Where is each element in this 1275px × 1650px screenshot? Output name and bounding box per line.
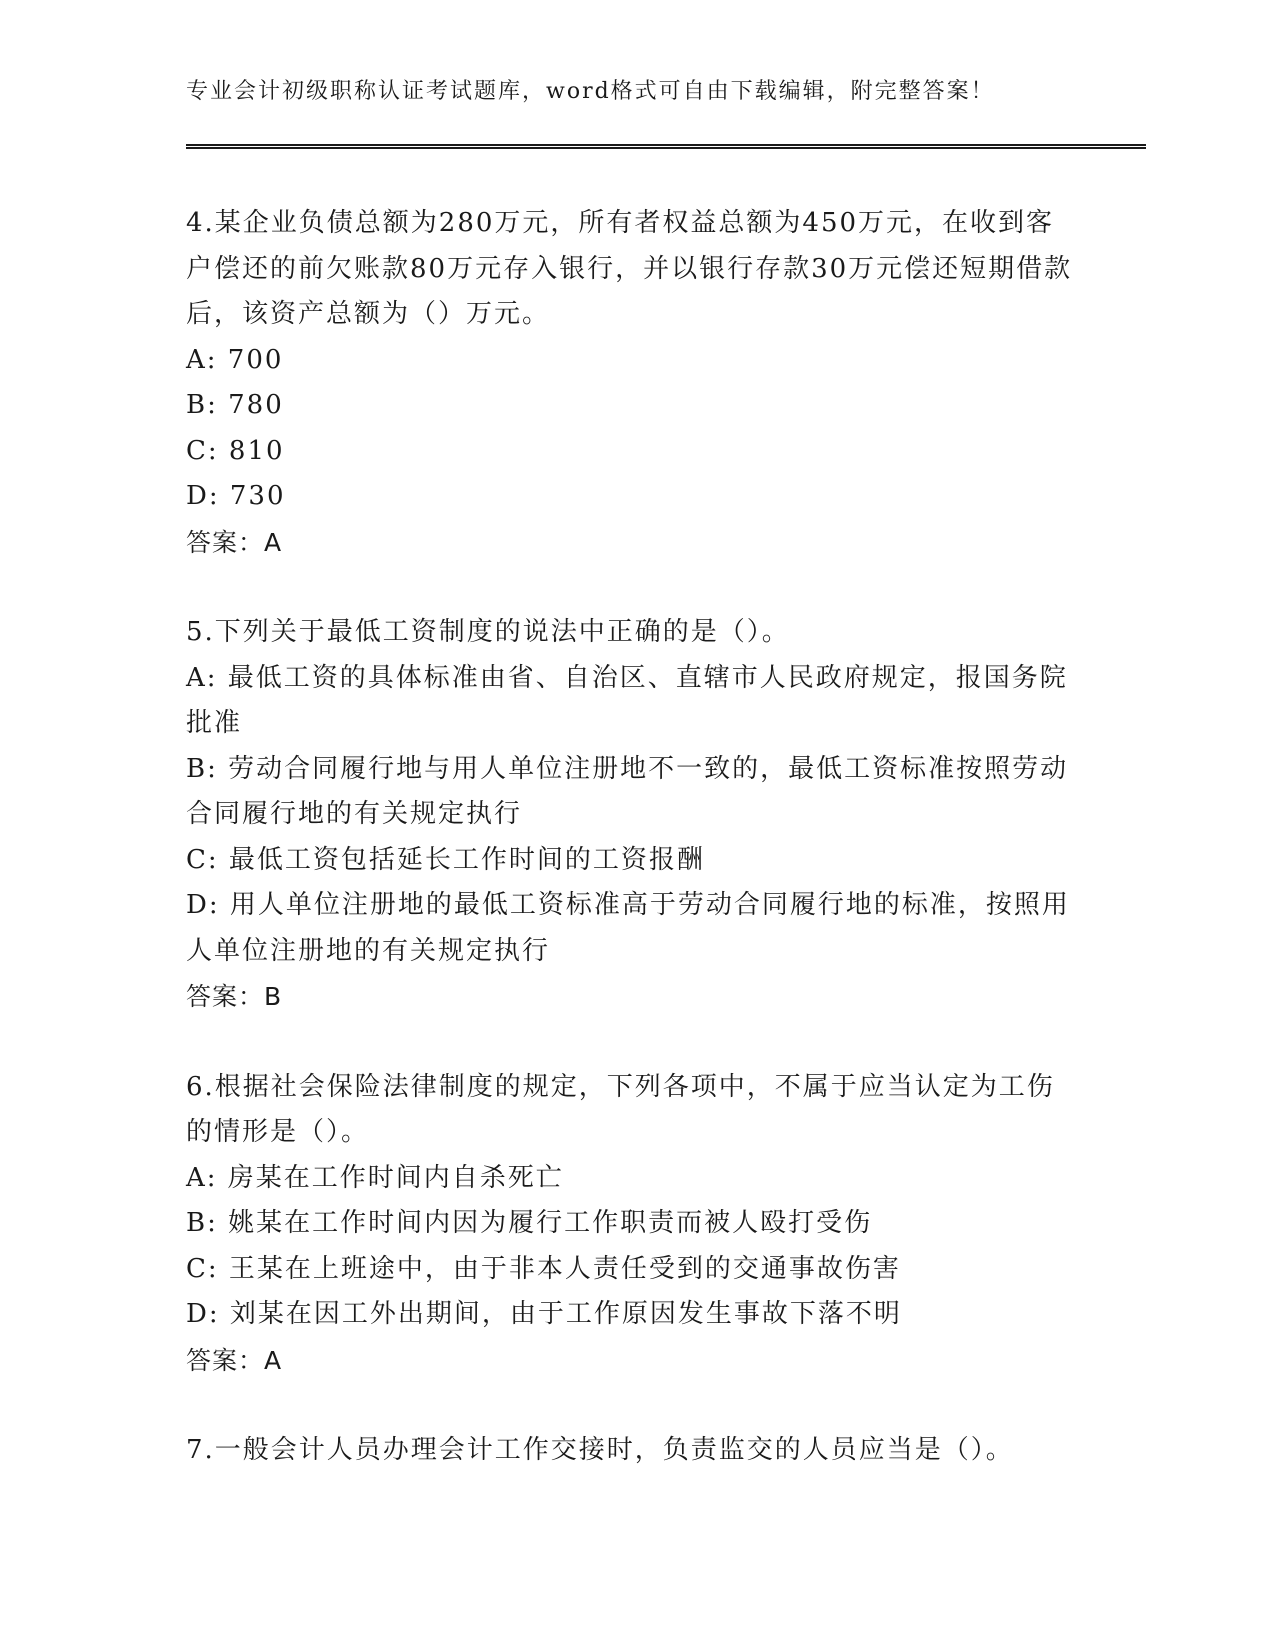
question-stem: 7.一般会计人员办理会计工作交接时，负责监交的人员应当是（）。 (186, 1435, 1014, 1465)
answer: 答案：B (186, 982, 283, 1011)
answer: 答案：A (186, 1345, 283, 1375)
header-divider (186, 144, 1146, 149)
question-7 (186, 1428, 1076, 1474)
page-header: 专业会计初级职称认证考试题库，word格式可自由下载编辑，附完整答案！ (186, 79, 995, 104)
option-d: D: 用人单位注册地的最低工资标准高于劳动合同履行地的标准，按照用人单位注册地的有关规定执行 (186, 890, 1070, 966)
option-b: B: 姚某在工作时间内因为履行工作职责而被人殴打受伤 (186, 1208, 873, 1238)
option-b: B: 劳动合同履行地与用人单位注册地不一致的，最低工资标准按照劳动合同履行地的有关规定执行 (186, 753, 1069, 829)
question-6 (186, 1065, 1076, 1384)
question-5 (186, 610, 1076, 1020)
option-c: C: 王某在上班途中，由于非本人责任受到的交通事故伤害 (186, 1253, 901, 1284)
question-4 (186, 201, 1076, 565)
question-stem: 6.根据社会保险法律制度的规定，下列各项中，不属于应当认定为工伤的情形是（）。 (186, 1071, 1055, 1147)
option-b: B: 780 (186, 390, 284, 420)
option-c: C: 810 (186, 435, 285, 466)
option-c: C: 最低工资包括延长工作时间的工资报酬 (186, 844, 705, 875)
option-a: A: 房某在工作时间内自杀死亡 (186, 1162, 564, 1193)
answer: 答案：A (186, 527, 283, 557)
option-d: D: 730 (186, 481, 286, 511)
question-stem: 4.某企业负债总额为280万元，所有者权益总额为450万元，在收到客户偿还的前欠账款80万元存入银行，并以银行存款30万元偿还短期借款后，该资产总额为（）万元。 (186, 208, 1073, 329)
option-d: D: 刘某在因工外出期间，由于工作原因发生事故下落不明 (186, 1299, 902, 1329)
question-stem: 5.下列关于最低工资制度的说法中正确的是（）。 (186, 617, 790, 647)
option-a: A: 700 (186, 344, 284, 375)
question-list (186, 201, 1076, 1519)
option-a: A: 最低工资的具体标准由省、自治区、直辖市人民政府规定，报国务院批准 (186, 662, 1068, 738)
